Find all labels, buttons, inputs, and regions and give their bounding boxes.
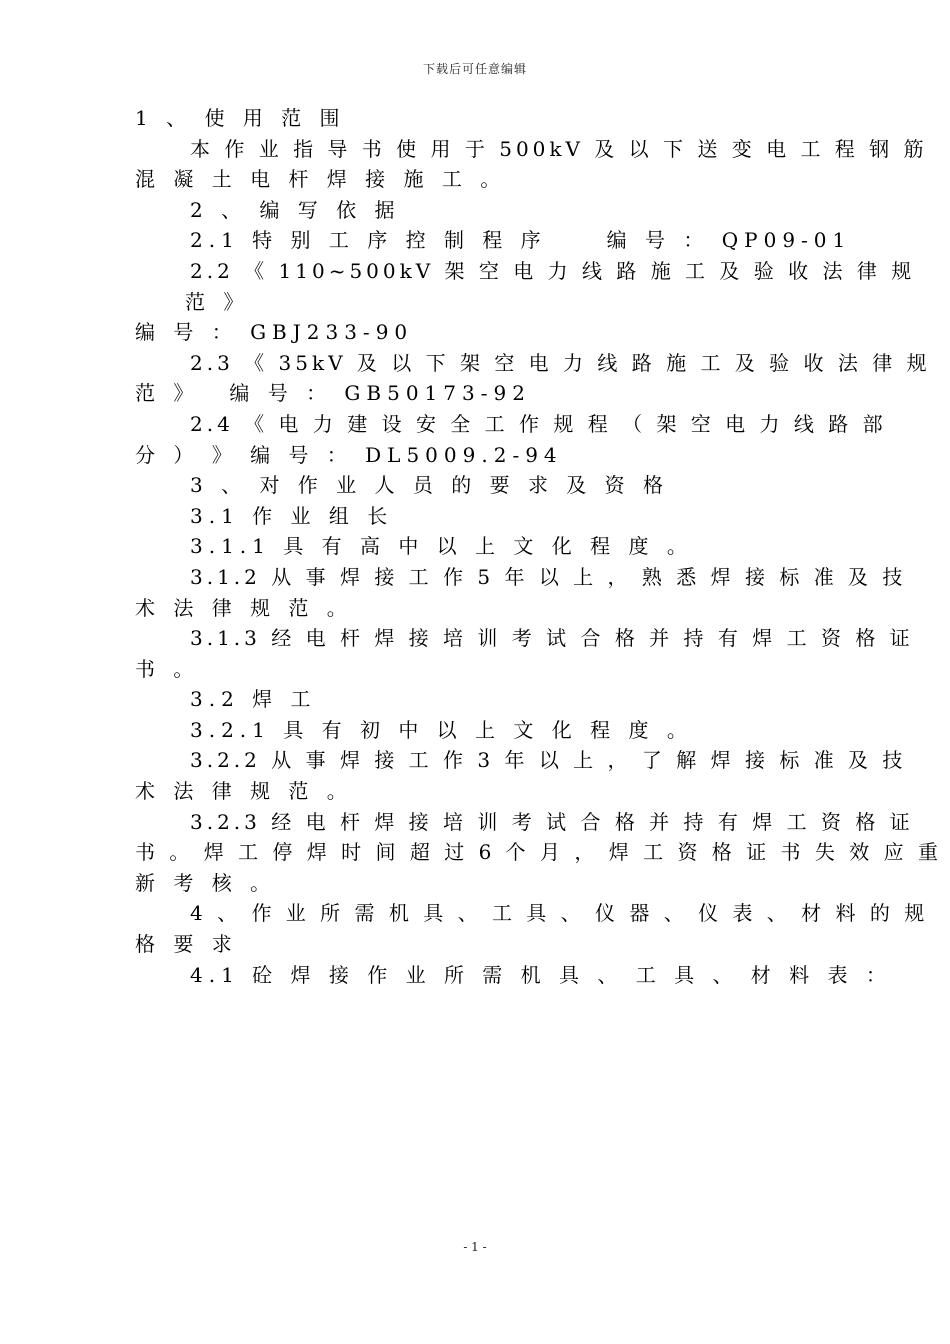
paragraph-line: 术 法 律 规 范 。 — [135, 779, 353, 804]
reference-line: 2.4 《 电 力 建 设 安 全 工 作 规 程 （ 架 空 电 力 线 路 部 — [190, 411, 887, 436]
subsection-heading: 3.1 作 业 组 长 — [190, 503, 394, 528]
reference-line: 2.3 《 35kV 及 以 下 架 空 电 力 线 路 施 工 及 验 收 法 律 规 — [190, 350, 931, 375]
paragraph-line: 3.1.1 具 有 高 中 以 上 文 化 程 度 。 — [190, 534, 693, 559]
reference-line — [135, 225, 852, 256]
paragraph-line: 3.1.2 从 事 焊 接 工 作 5 年 以 上 ， 熟 悉 焊 接 标 准 及 技 — [190, 564, 907, 589]
subsection-heading: 3.2 焊 工 — [190, 687, 317, 712]
page-number: - 1 - — [463, 1240, 487, 1254]
reference-title: 范 》 — [135, 381, 200, 406]
section-heading-4: 4 、 作 业 所 需 机 具 、 工 具 、 仪 器 、 仪 表 、 材 料 的 规 — [190, 901, 929, 926]
paragraph-line: 3.1.3 经 电 杆 焊 接 培 训 考 试 合 格 并 持 有 焊 工 资 格 证 — [190, 626, 914, 651]
paragraph-line: 3.2.3 经 电 杆 焊 接 培 训 考 试 合 格 并 持 有 焊 工 资 格 证 — [190, 809, 914, 834]
reference-code: 分 ） 》 编 号 ： DL5009.2-94 — [135, 442, 563, 467]
paragraph-line: 3.2.1 具 有 初 中 以 上 文 化 程 度 。 — [190, 717, 693, 742]
paragraph-line: 书 。 — [135, 656, 200, 681]
section-heading-2: 2 、 编 写 依 据 — [190, 197, 401, 222]
paragraph-line: 3.2.2 从 事 焊 接 工 作 3 年 以 上 ， 了 解 焊 接 标 准 及 技 — [190, 748, 907, 773]
paragraph-line: 本 作 业 指 导 书 使 用 于 500kV 及 以 下 送 变 电 工 程 钢 筋 — [190, 136, 928, 161]
subsection-heading: 4.1 砼 焊 接 作 业 所 需 机 具 、 工 具 、 材 料 表 ： — [190, 962, 892, 987]
paragraph-line: 混 凝 土 电 杆 焊 接 施 工 。 — [135, 167, 507, 192]
paragraph-line: 新 考 核 。 — [135, 870, 277, 895]
document-body — [135, 103, 942, 990]
paragraph-line: 书 。 焊 工 停 焊 时 间 超 过 6 个 月 ， 焊 工 资 格 证 书 失 效 应 重 — [135, 840, 942, 865]
reference-code: 编 号 ： GBJ233-90 — [135, 320, 414, 345]
paragraph-line: 术 法 律 规 范 。 — [135, 595, 353, 620]
reference-line: 范 》 — [185, 289, 250, 314]
reference-code: 编 号 ： QP09-01 — [606, 228, 852, 253]
section-heading-3: 3 、 对 作 业 人 员 的 要 求 及 资 格 — [190, 473, 670, 498]
reference-title: 2.1 特 别 工 序 控 制 程 序 — [190, 228, 547, 253]
reference-code: 编 号 ： GB50173-92 — [229, 381, 531, 406]
reference-line: 2.2 《 110~500kV 架 空 电 力 线 路 施 工 及 验 收 法 律 规 — [190, 258, 916, 283]
reference-line — [135, 378, 815, 409]
section-heading-1: 1 、 使 用 范 围 — [135, 106, 346, 130]
paragraph-line: 格 要 求 — [135, 932, 238, 957]
page-header: 下载后可任意编辑 — [422, 62, 527, 76]
